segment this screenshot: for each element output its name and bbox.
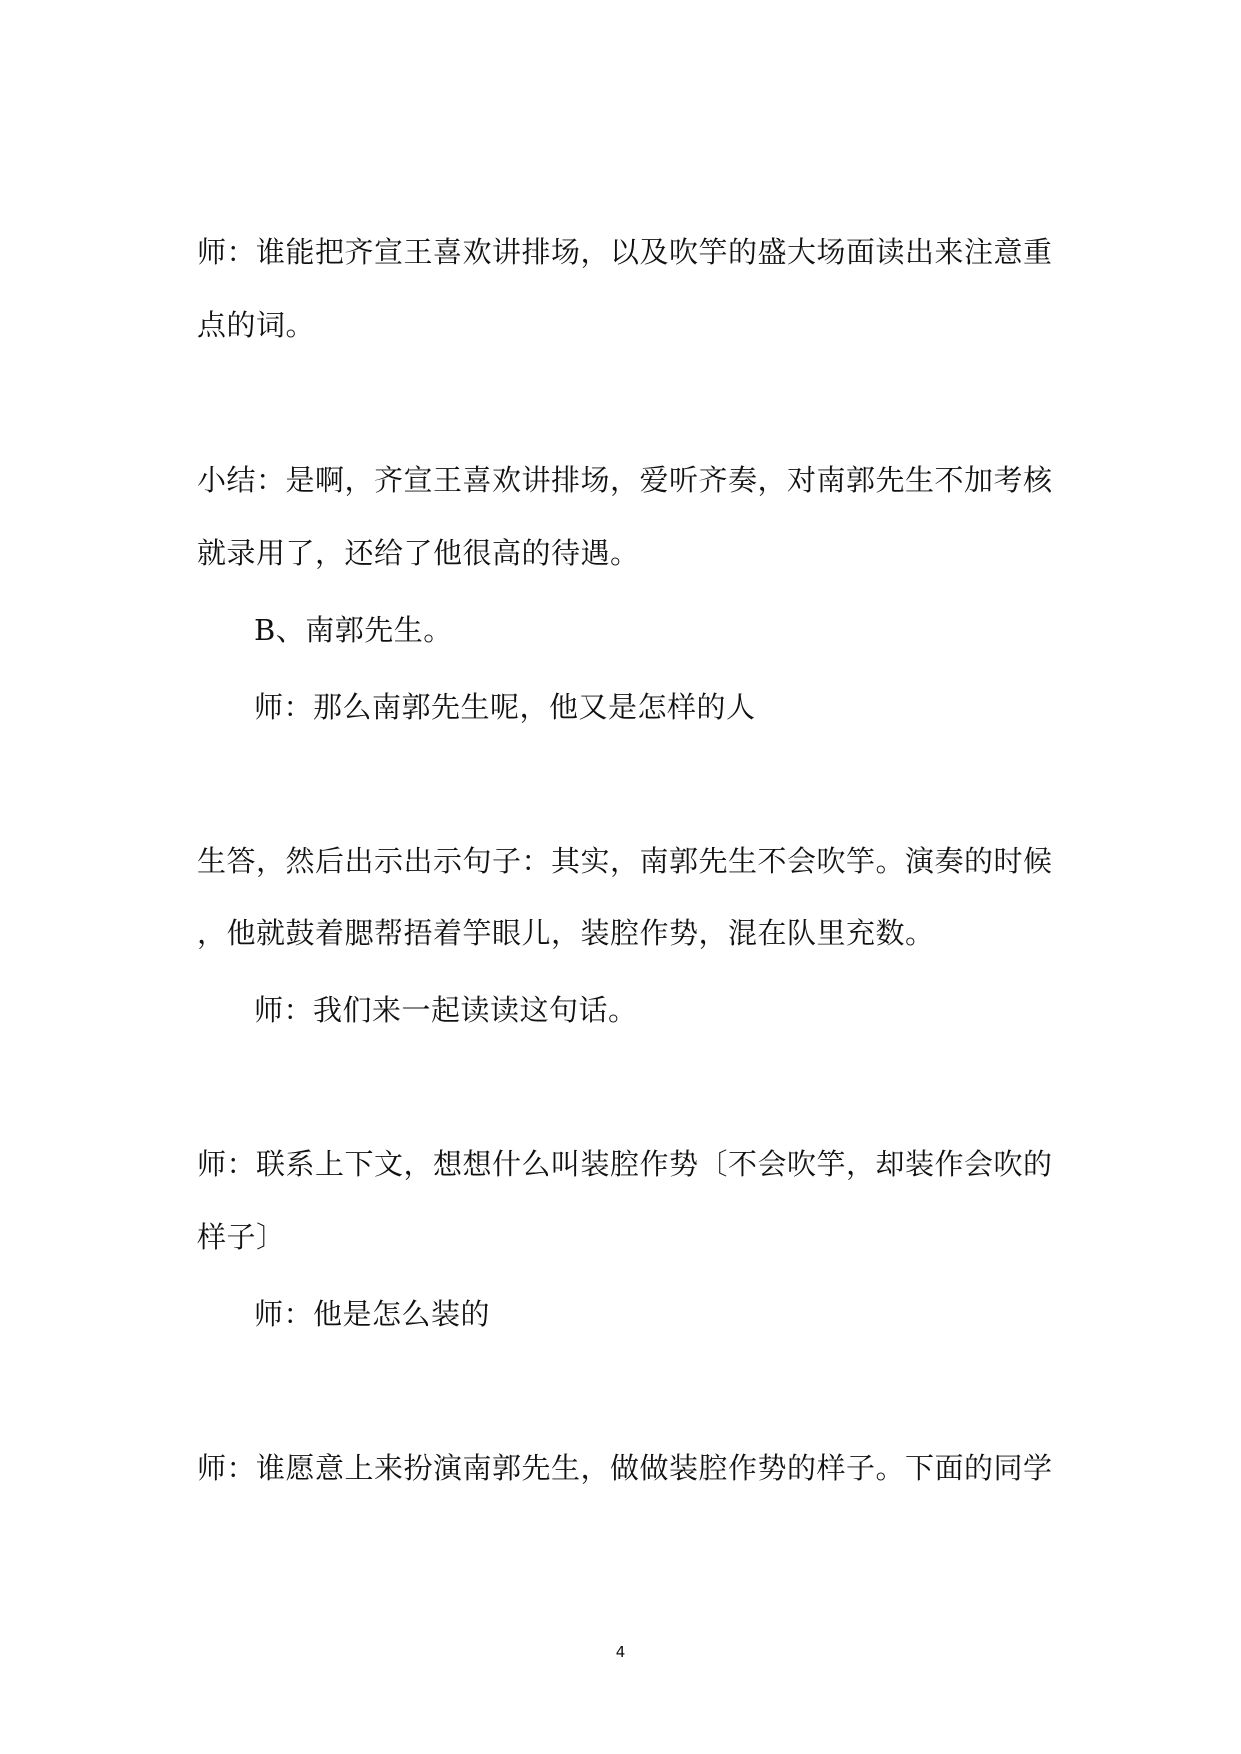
paragraph-9: 师：谁愿意上来扮演南郭先生，做做装腔作势的样子。下面的同学 (197, 1451, 1053, 1485)
page-number: 4 (615, 1643, 626, 1661)
paragraph-5-line-2: ，他就鼓着腮帮捂着竽眼儿，装腔作势，混在队里充数。 (197, 916, 935, 950)
paragraph-5-line-1: 生答，然后出示出示句子：其实，南郭先生不会吹竽。演奏的时候 (197, 844, 1053, 878)
paragraph-6: 师：我们来一起读读这句话。 (254, 993, 638, 1027)
paragraph-7-line-1: 师：联系上下文，想想什么叫装腔作势〔不会吹竽，却装作会吹的 (197, 1147, 1053, 1181)
paragraph-1-line-2: 点的词。 (197, 308, 316, 342)
paragraph-1-line-1: 师：谁能把齐宣王喜欢讲排场，以及吹竽的盛大场面读出来注意重 (197, 235, 1053, 269)
paragraph-3: B、南郭先生。 (254, 613, 453, 647)
paragraph-8: 师：他是怎么装的 (254, 1297, 491, 1331)
paragraph-4: 师：那么南郭先生呢，他又是怎样的人 (254, 690, 756, 724)
paragraph-2-line-2: 就录用了，还给了他很高的待遇。 (197, 536, 640, 570)
paragraph-2-line-1: 小结：是啊，齐宣王喜欢讲排场，爱听齐奏，对南郭先生不加考核 (197, 463, 1053, 497)
paragraph-7-line-2: 样子〕 (197, 1220, 286, 1254)
